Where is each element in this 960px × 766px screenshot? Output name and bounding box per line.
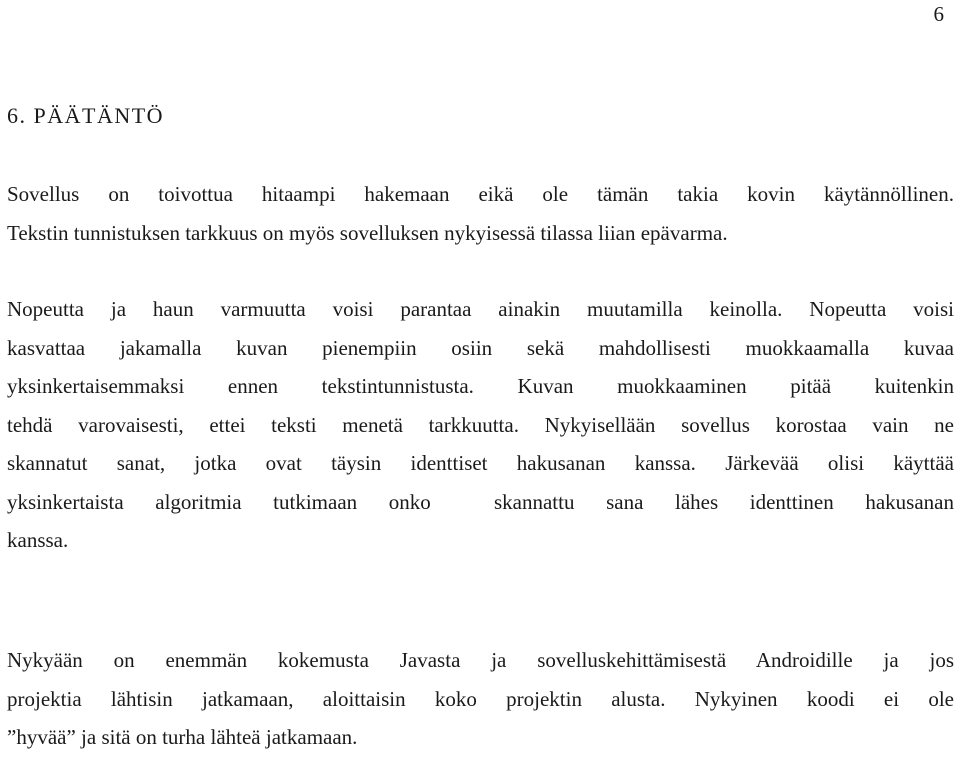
text-line: yksinkertaisemmaksi ennen tekstintunnistusta. Kuvan muokkaaminen pitää kuitenkin [7,374,954,398]
page-number: 6 [933,2,944,26]
text-line: projektia lähtisin jatkamaan, aloittaisin koko projektin alusta. Nykyinen koodi ei ole [7,686,954,711]
text-line: Tekstin tunnistuksen tarkkuus on myös sovelluksen nykyisessä tilassa liian epävarma. [7,220,728,245]
text-line: tehdä varovaisesti, ettei teksti menetä tarkkuutta. Nykyisellään sovellus korostaa vain ne [7,412,954,437]
text-line: Sovellus on toivottua hitaampi hakemaan eikä ole tämän takia kovin käytännöllinen. [7,182,954,206]
text-line: Nykyään on enemmän kokemusta Javasta ja sovelluskehittämisestä Androidille ja jos [7,648,954,672]
paragraph-3 [7,641,954,757]
text-line: kasvattaa jakamalla kuvan pienempiin osiin sekä mahdollisesti muokkaamalla kuvaa [7,335,954,360]
text-line: ”hyvää” ja sitä on turha lähteä jatkamaan. [7,725,358,749]
text-line: skannatut sanat, jotka ovat täysin identtiset hakusanan kanssa. Järkevää olisi käyttää [7,451,954,475]
text-line: yksinkertaista algoritmia tutkimaan onko skannattu sana lähes identtinen hakusanan [7,489,954,514]
text-line: Nopeutta ja haun varmuutta voisi parantaa ainakin muutamilla keinolla. Nopeutta voisi [7,297,954,321]
paragraph-2 [7,290,954,560]
paragraph-1 [7,175,954,252]
text-line: kanssa. [7,528,69,552]
section-heading: 6. PÄÄTÄNTÖ [7,103,165,128]
